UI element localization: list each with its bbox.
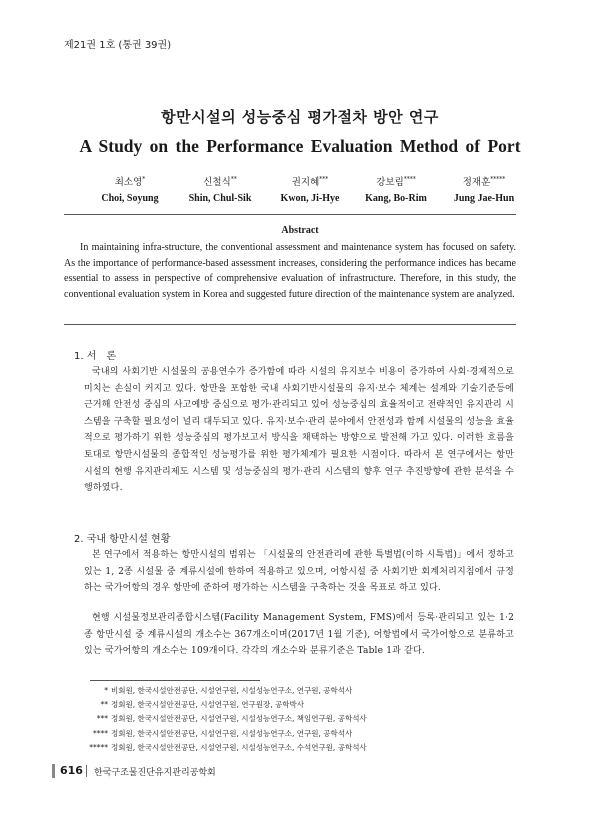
author-name-en: Kang, Bo-Rim: [365, 193, 427, 204]
author-1: [84, 174, 176, 204]
body-paragraph: 현행 시설물정보관리종합시스템(Facility Management System, FMS)에서 등록·관리되고 있는 1·2종 항만시설 중 계류시설의 개소수는 367개소이며(2017년 1월 기준), 어항법에서 국가어항으로 분류하고 있는 국가어항의 개소수는 109개이다. 각각의 개소수와 분류기준은 Table 1과 같다.: [84, 613, 514, 657]
body-paragraph: 본 연구에서 적용하는 항만시설의 범위는 「시설물의 안전관리에 관한 특별법(이하 시특법)」에서 정하고 있는 1, 2종 시설물 중 계류시설에 한하여 적용하고 있으며, 어항시설 중 사회기반 회계처리지침에서 규정하는 국가어항의 경우 항만에 준하여 평가하는 시스템을 구축하는 것을 목표로 하고 있다.: [84, 550, 514, 594]
page-number: 616: [60, 764, 83, 777]
footnote-mark: *****: [89, 742, 108, 752]
footnote-mark: ****: [93, 728, 108, 738]
footer-accent-bar: [52, 764, 55, 778]
author-mark: *****: [490, 175, 506, 183]
author-mark: ***: [319, 175, 329, 183]
footnote-rule: [90, 680, 260, 681]
footnote-text: 정회원, 한국시설안전공단, 시설연구원, 시설성능연구소, 책임연구원, 공학석사: [111, 714, 367, 724]
author-name-ko: 정재훈: [462, 177, 491, 188]
footnote: [82, 741, 367, 755]
footnote-mark: ***: [96, 714, 108, 724]
author-mark: *: [142, 175, 146, 183]
abstract-text: In maintaining infra-structure, the conventional assessment and maintenance system has focused on safety. As the importance of performance-based assessment increases, considering the performance indices has became essential to assess in perspective of comprehensive evaluation of infrastructure. Therefore, in this study, the conventional evaluation system in Korea and suggested future direction of the maintenance system are analyzed.: [64, 242, 516, 300]
author-name-ko: 권지혜: [291, 177, 320, 188]
footnote-text: 비회원, 한국시설안전공단, 시설연구원, 시설성능연구소, 연구원, 공학석사: [111, 686, 353, 695]
footnote: [82, 698, 367, 712]
author-2: [174, 174, 266, 204]
title-korean: 항만시설의 성능중심 평가절차 방안 연구: [161, 108, 439, 126]
body-paragraph: 국내의 사회기반 시설물의 공용연수가 증가함에 따라 시설의 유지보수 비용이 증가하여 사회·경제적으로 미치는 손실이 커지고 있다. 항만을 포함한 국내 사회기반시설물의 유지·보수 체계는 설계와 기술기준등에 근거해 안전성 중심의 사고예방 중심으로 평가·관리되고 있어 성능중심의 효율적이고 전략적인 유지관리 시스템을 구축할 필요성이 널리 대두되고 있다. 유지·보수·관리 분야에서 안전성과 함께 시설물의 성능을 효율적으로 평가하기 위한 성능중심의 평가보고서 방식을 채택하는 방향으로 발전해 가고 있다. 이러한 흐름을 토대로 항만시설물의 종합적인 성능평가를 위한 평가체계가 필요한 시점이다. 따라서 본 연구에서는 항만 시설의 현행 유지관리제도 시스템 및 성능중심의 평가·관리 시스템의 향후 연구 추진방향에 관한 분석을 수행하였다.: [84, 367, 514, 494]
footnote-mark: **: [100, 700, 108, 710]
footnote-text: 정회원, 한국시설안전공단, 시설연구원, 시설성능연구소, 연구원, 공학석사: [111, 728, 353, 738]
footnote: [82, 684, 367, 698]
footnotes: [82, 684, 367, 755]
author-name-en: Jung Jae-Hun: [453, 193, 515, 204]
footer-divider: [86, 765, 87, 777]
volume-header: 제21권 1호 (통권 39권): [64, 40, 172, 51]
author-name-en: Choi, Soyung: [101, 193, 159, 204]
author-3: [264, 174, 356, 204]
author-4: [350, 174, 442, 204]
author-name-en: Shin, Chul-Sik: [188, 193, 252, 204]
author-mark: ****: [403, 175, 416, 183]
author-5: [438, 174, 530, 204]
footnote-text: 정회원, 한국시설안전공단, 시설연구원, 시설성능연구소, 수석연구원, 공학석사: [111, 742, 367, 752]
footnote: [82, 712, 367, 726]
title-english: A Study on the Performance Evaluation Method of Port: [79, 136, 521, 156]
abstract-heading: Abstract: [281, 225, 319, 236]
footnote: [82, 727, 367, 741]
footnote-mark: *: [104, 686, 108, 695]
author-name-en: Kwon, Ji-Hye: [280, 193, 340, 204]
section-heading-introduction: 1. 서 론: [74, 351, 117, 362]
author-name-ko: 강보림: [376, 177, 404, 188]
author-mark: **: [230, 175, 237, 183]
abstract-bottom-rule: [64, 324, 516, 325]
abstract-top-rule: [64, 214, 516, 215]
author-name-ko: 신철식: [203, 177, 231, 188]
footnote-text: 정회원, 한국시설안전공단, 시설연구원, 연구원장, 공학박사: [111, 700, 304, 710]
section-heading-port-status: 2. 국내 항만시설 현황: [74, 534, 171, 545]
author-name-ko: 최소영: [114, 177, 143, 188]
journal-name: 한국구조물진단유지관리공학회: [94, 768, 216, 778]
